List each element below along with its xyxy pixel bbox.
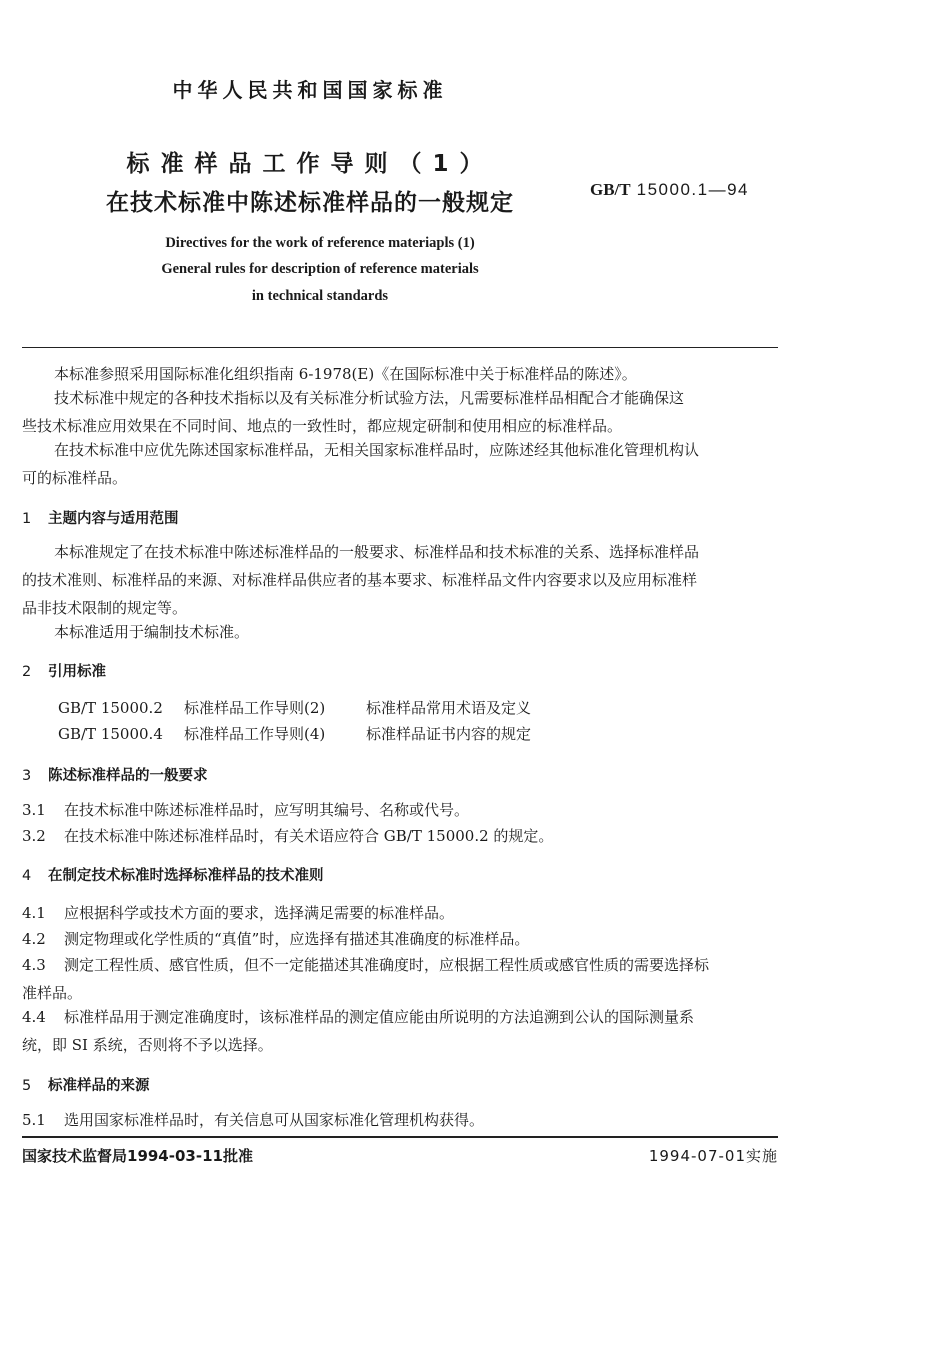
country-standard-heading: 中华人民共和国国家标准 (172, 78, 448, 102)
clause-4-4: 4.4 标准样品用于测定准确度时，该标准样品的测定值应能由所说明的方法追溯到公认的国际测量系 统，即 SI 系统，否则将不予以选择。 (22, 1008, 695, 1054)
intro-paragraph-1: 本标准参照采用国际标准化组织指南 6-1978(E)《在国际标准中关于标准样品的陈述》。 (54, 365, 637, 383)
clause-5-1: 5.1 选用国家标准样品时，有关信息可从国家标准化管理机构获得。 (22, 1111, 485, 1129)
approval-date: 国家技术监督局1994-03-11批准 (22, 1147, 253, 1165)
clause-3-1: 3.1 在技术标准中陈述标准样品时，应写明其编号、名称或代号。 (22, 801, 470, 819)
intro-paragraph-2: 技术标准中规定的各种技术指标以及有关标准分析试验方法，凡需要标准样品相配合才能确保这 些技术标准应用效果在不同时间、地点的一致性时，都应规定研制和使用相应的标准样品。 (22, 389, 685, 435)
title-line-2: 在技术标准中陈述标准样品的一般规定 (106, 190, 514, 216)
section-3-heading: 3 陈述标准样品的一般要求 (22, 768, 208, 784)
section-2-heading: 2 引用标准 (22, 664, 106, 680)
section-1-paragraph-1: 本标准规定了在技术标准中陈述标准样品的一般要求、标准样品和技术标准的关系、选择标准样品 的技术准则、标准样品的来源、对标准样品供应者的基本要求、标准样品文件内容要求以及应用标准样 品非技术限制的规定等。 (22, 543, 700, 617)
effective-date: 1994-07-01实施 (648, 1147, 778, 1165)
intro-paragraph-3: 在技术标准中应优先陈述国家标准样品，无相关国家标准样品时，应陈述经其他标准化管理机构认 可的标准样品。 (22, 441, 700, 487)
footer-divider (22, 1136, 778, 1138)
clause-4-3: 4.3 测定工程性质、感官性质，但不一定能描述其准确度时，应根据工程性质或感官性质的需要选择标 准样品。 (22, 956, 710, 1002)
code-number: 15000.1—94 (636, 180, 749, 199)
english-title-line-3: in technical standards (251, 288, 389, 304)
section-1-paragraph-2: 本标准适用于编制技术标准。 (54, 623, 250, 641)
reference-item: GB/T 15000.4 标准样品工作导则(4) 标准样品证书内容的规定 (58, 725, 532, 743)
section-1-heading: 1 主题内容与适用范围 (22, 511, 179, 527)
standard-code (590, 180, 749, 200)
clause-4-2: 4.2 测定物理或化学性质的“真值”时，应选择有描述其准确度的标准样品。 (22, 930, 530, 948)
english-title-line-1: Directives for the work of reference materiapls (1) (165, 235, 475, 251)
header-divider (22, 347, 778, 348)
code-prefix: GB/T (590, 180, 631, 199)
reference-item: GB/T 15000.2 标准样品工作导则(2) 标准样品常用术语及定义 (58, 699, 532, 717)
english-title-line-2: General rules for description of reference materials (161, 261, 479, 277)
clause-3-2: 3.2 在技术标准中陈述标准样品时，有关术语应符合 GB/T 15000.2 的规定。 (22, 827, 554, 845)
title-line-1: 标准样品工作导则（1） (126, 151, 494, 177)
section-5-heading: 5 标准样品的来源 (22, 1078, 150, 1094)
clause-4-1: 4.1 应根据科学或技术方面的要求，选择满足需要的标准样品。 (22, 904, 455, 922)
section-4-heading: 4 在制定技术标准时选择标准样品的技术准则 (22, 868, 324, 884)
